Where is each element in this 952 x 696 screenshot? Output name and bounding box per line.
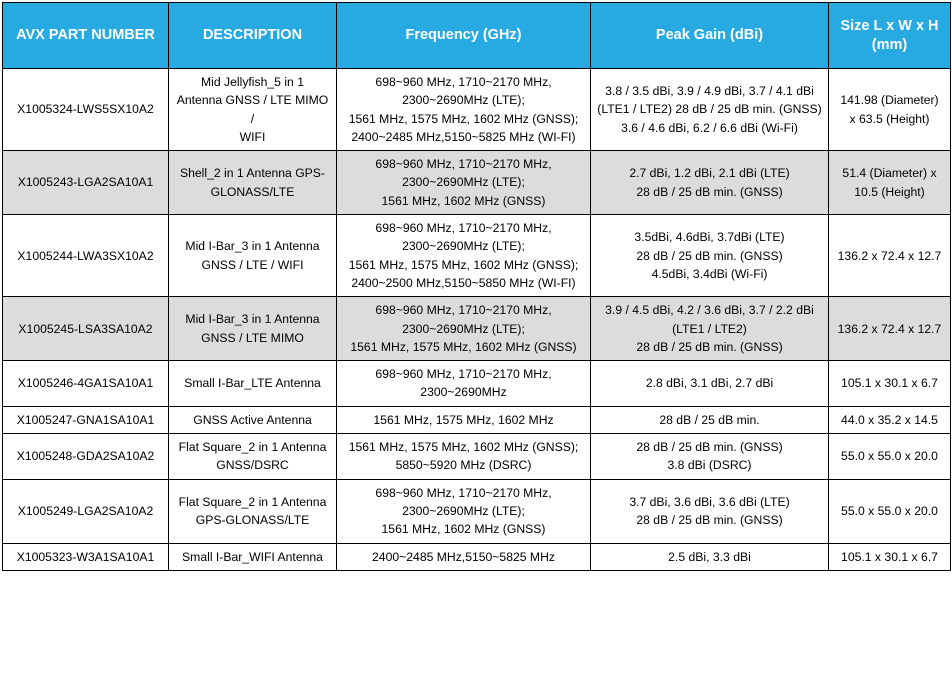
- cell-frequency: [337, 434, 591, 480]
- cell-description: [169, 406, 337, 433]
- cell-size: [829, 151, 951, 215]
- cell-description: [169, 151, 337, 215]
- cell-frequency-line: 2300~2690MHz (LTE);: [402, 239, 525, 254]
- cell-part-number: X1005243-LGA2SA10A1: [3, 151, 169, 215]
- cell-size-line: 44.0 x 35.2 x 14.5: [841, 412, 938, 427]
- cell-peak-gain: [591, 215, 829, 297]
- cell-peak-gain-line: 28 dB / 25 dB min. (GNSS): [636, 440, 783, 455]
- cell-description: [169, 434, 337, 480]
- cell-peak-gain-line: 3.7 dBi, 3.6 dBi, 3.6 dBi (LTE): [629, 494, 790, 509]
- antenna-spec-table: [2, 2, 951, 571]
- cell-peak-gain: [591, 297, 829, 361]
- cell-description-line: Small I-Bar_LTE Antenna: [184, 376, 321, 391]
- cell-description: [169, 297, 337, 361]
- cell-peak-gain: [591, 434, 829, 480]
- cell-size-line: 55.0 x 55.0 x 20.0: [841, 449, 938, 464]
- cell-peak-gain-line: 28 dB / 25 dB min. (GNSS): [636, 184, 783, 199]
- cell-description: [169, 69, 337, 151]
- cell-size: [829, 543, 951, 570]
- cell-peak-gain-line: 28 dB / 25 dB min. (GNSS): [636, 248, 783, 263]
- cell-description-line: Small I-Bar_WIFI Antenna: [182, 549, 323, 564]
- table-row: [3, 361, 951, 407]
- cell-frequency-lines: [342, 548, 585, 566]
- cell-frequency-line: 1561 MHz, 1575 MHz, 1602 MHz: [373, 412, 554, 427]
- cell-description-lines: [174, 548, 331, 566]
- cell-size-line: 105.1 x 30.1 x 6.7: [841, 549, 938, 564]
- cell-frequency-line: 2300~2690MHz (LTE);: [402, 321, 525, 336]
- cell-peak-gain-lines: [596, 164, 823, 201]
- table-row: [3, 297, 951, 361]
- cell-description-line: Mid Jellyfish_5 in 1: [201, 75, 304, 89]
- cell-size: [829, 434, 951, 480]
- cell-size-lines: [834, 164, 945, 201]
- cell-peak-gain-line: 3.9 / 4.5 dBi, 4.2 / 3.6 dBi, 3.7 / 2.2 dBi: [605, 303, 814, 318]
- cell-description-lines: [174, 73, 331, 146]
- cell-frequency-line: 698~960 MHz, 1710~2170 MHz,: [375, 485, 552, 500]
- cell-size-lines: [834, 91, 945, 128]
- cell-peak-gain: [591, 69, 829, 151]
- cell-frequency-line: 1561 MHz, 1575 MHz, 1602 MHz (GNSS);: [348, 111, 579, 126]
- cell-part-number: X1005324-LWS5SX10A2: [3, 69, 169, 151]
- cell-description-line: Flat Square_2 in 1 Antenna: [178, 440, 327, 455]
- cell-description-lines: [174, 310, 331, 347]
- cell-frequency: [337, 361, 591, 407]
- table-row: [3, 215, 951, 297]
- header-peak-gain: Peak Gain (dBi): [591, 3, 829, 69]
- cell-peak-gain-line: (LTE1 / LTE2): [672, 321, 747, 336]
- cell-size-lines: [834, 502, 945, 520]
- cell-part-number: X1005244-LWA3SX10A2: [3, 215, 169, 297]
- cell-description-lines: [174, 374, 331, 392]
- cell-description: [169, 479, 337, 543]
- cell-size: [829, 361, 951, 407]
- cell-frequency-line: 2400~2485 MHz,5150~5825 MHz (WI-FI): [351, 129, 576, 144]
- table-row: [3, 69, 951, 151]
- cell-frequency: [337, 151, 591, 215]
- cell-size-lines: [834, 320, 945, 338]
- cell-size-line: 141.98 (Diameter): [840, 93, 939, 108]
- cell-size: [829, 406, 951, 433]
- cell-peak-gain-lines: [596, 548, 823, 566]
- cell-peak-gain-lines: [596, 493, 823, 530]
- cell-description-line: GNSS / LTE / WIFI: [201, 257, 304, 272]
- cell-description-line: GNSS Active Antenna: [193, 412, 312, 427]
- cell-description-line: Mid I-Bar_3 in 1 Antenna: [185, 312, 320, 327]
- cell-frequency-line: 698~960 MHz, 1710~2170 MHz,: [375, 367, 552, 382]
- cell-description-line: Antenna GNSS / LTE MIMO /: [176, 93, 329, 126]
- cell-frequency-lines: [342, 73, 585, 146]
- cell-size: [829, 479, 951, 543]
- header-size: Size L x W x H (mm): [829, 3, 951, 69]
- cell-size: [829, 215, 951, 297]
- cell-peak-gain: [591, 479, 829, 543]
- cell-frequency-lines: [342, 365, 585, 402]
- cell-peak-gain-line: 3.5dBi, 4.6dBi, 3.7dBi (LTE): [634, 230, 785, 245]
- cell-frequency-lines: [342, 484, 585, 539]
- cell-peak-gain-lines: [596, 301, 823, 356]
- cell-frequency-lines: [342, 411, 585, 429]
- cell-size-lines: [834, 447, 945, 465]
- cell-peak-gain-line: 3.8 / 3.5 dBi, 3.9 / 4.9 dBi, 3.7 / 4.1 dBi: [605, 84, 814, 99]
- cell-frequency-line: 2300~2690MHz: [420, 385, 507, 400]
- cell-frequency-line: 1561 MHz, 1602 MHz (GNSS): [381, 193, 546, 208]
- table-row: [3, 543, 951, 570]
- cell-description-line: GNSS / LTE MIMO: [201, 330, 304, 345]
- cell-frequency-line: 1561 MHz, 1602 MHz (GNSS): [381, 522, 546, 537]
- cell-description-line: Shell_2 in 1 Antenna GPS-: [180, 166, 325, 181]
- cell-frequency-line: 2400~2500 MHz,5150~5850 MHz (WI-FI): [351, 275, 576, 290]
- cell-size-line: 10.5 (Height): [854, 184, 925, 199]
- cell-description-line: GNSS/DSRC: [216, 458, 289, 473]
- cell-description-lines: [174, 411, 331, 429]
- cell-frequency-line: 2300~2690MHz (LTE);: [402, 93, 525, 108]
- cell-frequency-line: 1561 MHz, 1575 MHz, 1602 MHz (GNSS);: [348, 257, 579, 272]
- cell-frequency-line: 1561 MHz, 1575 MHz, 1602 MHz (GNSS): [350, 339, 577, 354]
- cell-size-line: 136.2 x 72.4 x 12.7: [837, 321, 942, 336]
- cell-size-line: 105.1 x 30.1 x 6.7: [841, 376, 938, 391]
- cell-frequency: [337, 479, 591, 543]
- cell-peak-gain-lines: [596, 374, 823, 392]
- header-frequency: Frequency (GHz): [337, 3, 591, 69]
- cell-part-number: X1005248-GDA2SA10A2: [3, 434, 169, 480]
- cell-part-number: X1005247-GNA1SA10A1: [3, 406, 169, 433]
- cell-description-lines: [174, 237, 331, 274]
- cell-size-line: 136.2 x 72.4 x 12.7: [837, 248, 942, 263]
- cell-description: [169, 215, 337, 297]
- cell-frequency: [337, 543, 591, 570]
- cell-peak-gain-lines: [596, 82, 823, 137]
- cell-peak-gain: [591, 406, 829, 433]
- cell-frequency-line: 698~960 MHz, 1710~2170 MHz,: [375, 75, 552, 89]
- cell-size-lines: [834, 411, 945, 429]
- cell-frequency-line: 2300~2690MHz (LTE);: [402, 503, 525, 518]
- cell-frequency-line: 1561 MHz, 1575 MHz, 1602 MHz (GNSS);: [348, 440, 579, 455]
- cell-peak-gain-line: (LTE1 / LTE2) 28 dB / 25 dB min. (GNSS): [597, 102, 822, 117]
- cell-peak-gain: [591, 151, 829, 215]
- cell-description-lines: [174, 164, 331, 201]
- table-row: [3, 151, 951, 215]
- cell-frequency: [337, 215, 591, 297]
- cell-description-line: GPS-GLONASS/LTE: [195, 513, 310, 528]
- cell-frequency-lines: [342, 155, 585, 210]
- table-row: [3, 479, 951, 543]
- cell-frequency-line: 698~960 MHz, 1710~2170 MHz,: [375, 221, 552, 236]
- cell-frequency-line: 5850~5920 MHz (DSRC): [395, 458, 532, 473]
- cell-frequency-line: 698~960 MHz, 1710~2170 MHz,: [375, 157, 552, 172]
- cell-frequency-line: 2300~2690MHz (LTE);: [402, 175, 525, 190]
- cell-description-line: WIFI: [239, 129, 266, 144]
- cell-peak-gain: [591, 543, 829, 570]
- cell-size-line: 55.0 x 55.0 x 20.0: [841, 503, 938, 518]
- cell-peak-gain-lines: [596, 411, 823, 429]
- table-header: [3, 3, 951, 69]
- cell-part-number: X1005323-W3A1SA10A1: [3, 543, 169, 570]
- cell-peak-gain-line: 28 dB / 25 dB min. (GNSS): [636, 339, 783, 354]
- cell-peak-gain-lines: [596, 438, 823, 475]
- cell-frequency-lines: [342, 438, 585, 475]
- spec-table-page: [0, 2, 952, 696]
- cell-peak-gain-line: 3.6 / 4.6 dBi, 6.2 / 6.6 dBi (Wi-Fi): [621, 120, 798, 135]
- cell-peak-gain-line: 4.5dBi, 3.4dBi (Wi-Fi): [651, 266, 768, 281]
- cell-frequency: [337, 297, 591, 361]
- cell-frequency: [337, 406, 591, 433]
- cell-description-line: GLONASS/LTE: [210, 184, 295, 199]
- cell-peak-gain-line: 2.5 dBi, 3.3 dBi: [668, 549, 751, 564]
- table-row: [3, 434, 951, 480]
- cell-peak-gain-line: 2.7 dBi, 1.2 dBi, 2.1 dBi (LTE): [629, 166, 790, 181]
- cell-peak-gain-line: 3.8 dBi (DSRC): [667, 458, 752, 473]
- cell-description: [169, 361, 337, 407]
- cell-peak-gain-line: 2.8 dBi, 3.1 dBi, 2.7 dBi: [645, 376, 774, 391]
- cell-frequency-lines: [342, 301, 585, 356]
- header-part-number: AVX PART NUMBER: [3, 3, 169, 69]
- cell-size-lines: [834, 374, 945, 392]
- cell-frequency-lines: [342, 219, 585, 292]
- cell-peak-gain: [591, 361, 829, 407]
- cell-peak-gain-lines: [596, 228, 823, 283]
- header-row: [3, 3, 951, 69]
- cell-size-line: 51.4 (Diameter) x: [842, 166, 937, 181]
- cell-description-line: Mid I-Bar_3 in 1 Antenna: [185, 239, 320, 254]
- cell-part-number: X1005245-LSA3SA10A2: [3, 297, 169, 361]
- cell-description-lines: [174, 438, 331, 475]
- table-row: [3, 406, 951, 433]
- cell-frequency-line: 2400~2485 MHz,5150~5825 MHz: [372, 549, 555, 564]
- cell-frequency: [337, 69, 591, 151]
- cell-frequency-line: 698~960 MHz, 1710~2170 MHz,: [375, 303, 552, 318]
- cell-part-number: X1005246-4GA1SA10A1: [3, 361, 169, 407]
- cell-size: [829, 69, 951, 151]
- header-description: DESCRIPTION: [169, 3, 337, 69]
- cell-peak-gain-line: 28 dB / 25 dB min.: [659, 412, 760, 427]
- cell-part-number: X1005249-LGA2SA10A2: [3, 479, 169, 543]
- cell-size-lines: [834, 247, 945, 265]
- cell-size-lines: [834, 548, 945, 566]
- cell-peak-gain-line: 28 dB / 25 dB min. (GNSS): [636, 513, 783, 528]
- cell-description-line: Flat Square_2 in 1 Antenna: [178, 494, 327, 509]
- cell-size: [829, 297, 951, 361]
- cell-description: [169, 543, 337, 570]
- cell-size-line: x 63.5 (Height): [849, 111, 930, 126]
- table-body: [3, 69, 951, 571]
- cell-description-lines: [174, 493, 331, 530]
